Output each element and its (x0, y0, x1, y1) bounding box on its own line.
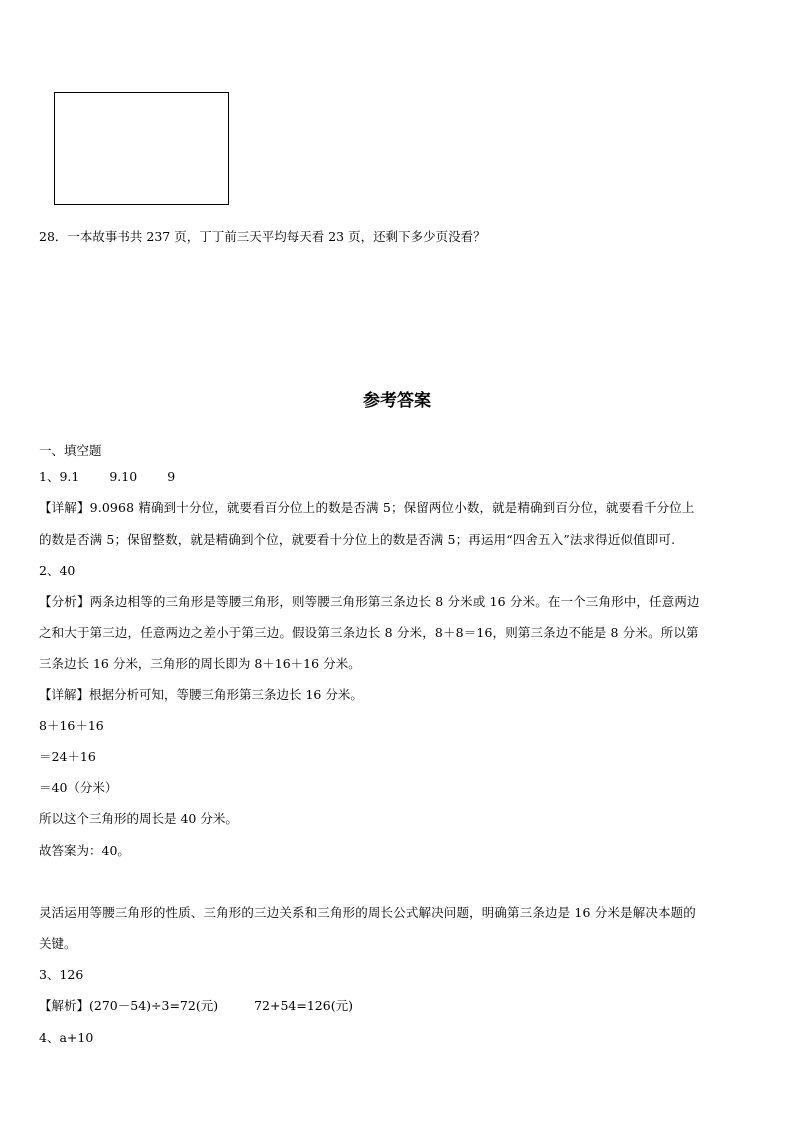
question-28: 28．一本故事书共 237 页，丁丁前三天平均每天看 23 页，还剩下多少页没看？ (39, 229, 486, 244)
answer-2-analysis-line-3: 三条边长 16 分米，三角形的周长即为 8＋16＋16 分米。 (39, 656, 361, 671)
answer-2-detail: 【详解】根据分析可知，等腰三角形第三条边长 16 分米。 (39, 687, 363, 702)
page-title: 参考答案 (363, 391, 431, 411)
answer-1-value-3: 9 (167, 469, 176, 484)
answer-2-conclusion: 所以这个三角形的周长是 40 分米。 (39, 811, 238, 826)
answer-3-analysis (39, 998, 353, 1014)
answer-2-analysis-line-1: 【分析】两条边相等的三角形是等腰三角形，则等腰三角形第三条边长 8 分米或 16 分米。在一个三角形中，任意两边 (39, 594, 700, 609)
answer-1-value-2: 9.10 (109, 469, 138, 484)
answer-2-calc-line-2: ＝24＋16 (39, 749, 96, 764)
answer-2-note-line-2: 关键。 (39, 936, 77, 951)
section-heading: 一、填空题 (39, 443, 102, 458)
answer-2-final: 故答案为：40。 (39, 843, 130, 858)
answer-1-detail-line-1: 【详解】9.0968 精确到十分位，就要看百分位上的数是否满 5；保留两位小数，就是精确到百分位，就要看千分位上 (39, 500, 695, 515)
answer-2-calc-line-1: 8＋16＋16 (39, 718, 104, 733)
answer-1-value-1: 1、9.1 (39, 469, 80, 484)
answer-1-detail-line-2: 的数是否满 5；保留整数，就是精确到个位，就要看十分位上的数是否满 5；再运用“四舍五入”法求得近似值即可. (39, 532, 676, 547)
answer-3: 3、126 (39, 967, 84, 982)
answer-box (54, 92, 229, 205)
answer-3-analysis-part-1: 【解析】(270－54)÷3=72(元) (39, 998, 219, 1013)
answer-2-calc-line-3: ＝40（分米） (39, 780, 118, 795)
answer-4: 4、a+10 (39, 1030, 94, 1045)
answer-2-note-line-1: 灵活运用等腰三角形的性质、三角形的三边关系和三角形的周长公式解决问题，明确第三条边是 16 分米是解决本题的 (39, 905, 696, 920)
answer-2-analysis-line-2: 之和大于第三边，任意两边之差小于第三边。假设第三条边长 8 分米，8＋8＝16，则第三条边不能是 8 分米。所以第 (39, 625, 699, 640)
answer-3-analysis-part-2: 72+54=126(元) (254, 998, 353, 1013)
answer-2: 2、40 (39, 563, 76, 578)
answer-1 (39, 469, 175, 485)
